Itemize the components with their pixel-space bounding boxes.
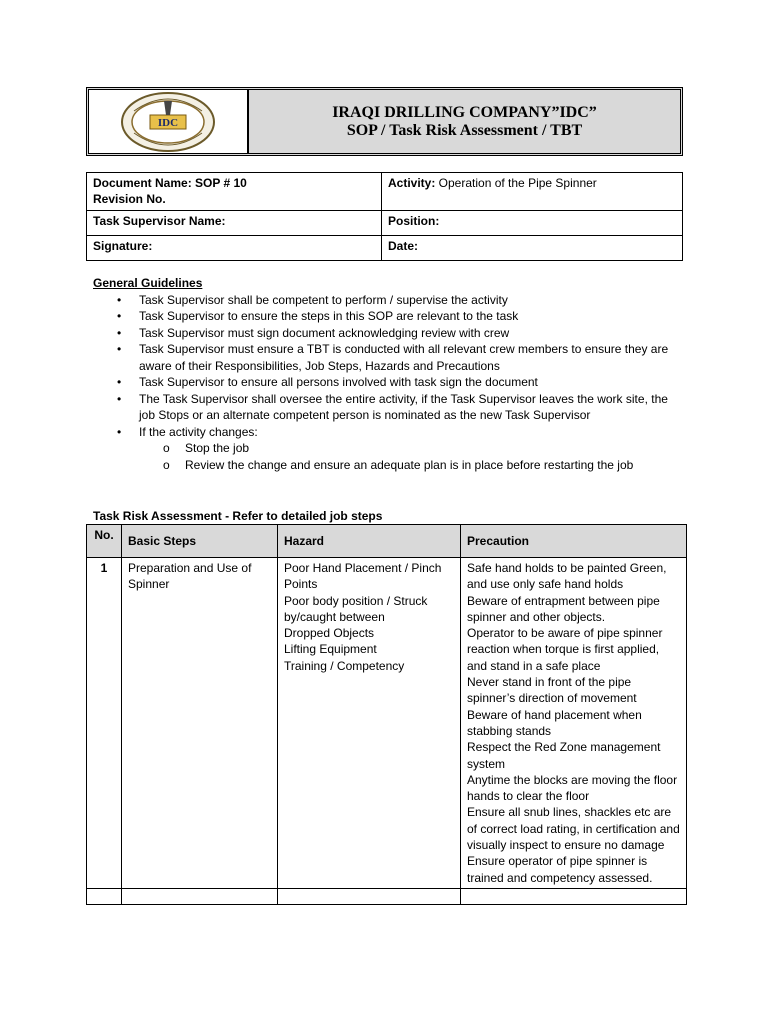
precaution-item: Beware of entrapment between pipe spinner and other objects.	[467, 593, 660, 624]
precaution-item: Never stand in front of the pipe spinner’s direction of movement	[467, 675, 637, 706]
guidelines-list	[93, 292, 683, 474]
table-row	[87, 558, 687, 889]
document-subtitle: SOP / Task Risk Assessment / TBT	[346, 121, 583, 139]
supervisor-name-cell	[87, 210, 382, 235]
header-precaution: Precaution	[461, 525, 687, 558]
hazard-item: Lifting Equipment	[284, 642, 377, 657]
guideline-item: • Task Supervisor must sign document acknowledging review with crew	[117, 325, 510, 340]
company-logo	[89, 90, 249, 153]
document-header	[86, 87, 683, 156]
empty-cell	[278, 888, 461, 904]
table-header-row	[87, 525, 687, 558]
precaution-item: Beware of hand placement when stabbing stands	[467, 707, 642, 738]
company-name: IRAQI DRILLING COMPANY”IDC”	[332, 103, 597, 121]
activity-cell	[382, 173, 683, 211]
row-no: 1	[87, 558, 122, 889]
title-block	[249, 90, 680, 153]
guidelines-heading: General Guidelines	[93, 276, 203, 290]
revision-label: Revision No.	[93, 192, 166, 207]
idc-logo-icon	[120, 91, 216, 153]
svg-text:IDC: IDC	[157, 116, 179, 129]
precaution-item: Safe hand holds to be painted Green, and use only safe hand holds	[467, 561, 667, 592]
guideline-item: • Task Supervisor must ensure a TBT is conducted with all relevant crew members to ensure they are aware of their Responsibilities, Job Steps, Hazards and Precautions	[117, 342, 669, 373]
risk-assessment-title: Task Risk Assessment - Refer to detailed job steps	[93, 509, 383, 523]
position-label: Position:	[388, 213, 440, 228]
guideline-item: • Task Supervisor to ensure all persons involved with task sign the document	[117, 375, 538, 389]
guideline-item: • Task Supervisor shall be competent to perform / supervise the activity	[117, 292, 508, 307]
risk-assessment-table	[86, 524, 687, 905]
row-precautions	[461, 558, 687, 889]
row-hazards	[278, 558, 461, 889]
precaution-item: Ensure operator of pipe spinner is trained and competency assessed.	[467, 854, 653, 885]
hazard-item: Poor Hand Placement / Pinch Points	[284, 561, 442, 592]
guidelines-sublist	[139, 440, 683, 473]
hazard-item: Dropped Objects	[284, 626, 375, 641]
activity-value: Operation of the Pipe Spinner	[435, 176, 597, 190]
header-basic-steps: Basic Steps	[122, 525, 278, 558]
guideline-subitem: o Stop the job	[163, 441, 250, 455]
header-no: No.	[87, 525, 122, 558]
guideline-subitem: o Review the change and ensure an adequate plan is in place before restarting the job	[163, 457, 634, 472]
header-hazard: Hazard	[278, 525, 461, 558]
hazard-item: Training / Competency	[284, 658, 405, 673]
document-info-table	[86, 172, 683, 261]
activity-label: Activity:	[388, 176, 436, 190]
table-row-empty	[87, 888, 687, 904]
signature-label: Signature:	[93, 238, 153, 253]
guideline-item: • Task Supervisor to ensure the steps in this SOP are relevant to the task	[117, 309, 519, 323]
date-cell	[382, 235, 683, 260]
signature-cell	[87, 235, 382, 260]
row-basic-step: Preparation and Use of Spinner	[122, 558, 278, 889]
precaution-item: Anytime the blocks are moving the floor hands to clear the floor	[467, 772, 678, 804]
precaution-item: Ensure all snub lines, shackles etc are of correct load rating, in certification and visually inspect to ensure no damage	[467, 805, 680, 853]
position-cell	[382, 210, 683, 235]
empty-cell	[122, 888, 278, 904]
precaution-item: Respect the Red Zone management system	[467, 740, 661, 771]
date-label: Date:	[388, 238, 419, 253]
empty-cell	[461, 888, 687, 904]
general-guidelines	[93, 275, 683, 473]
guideline-item: • If the activity changes: o Stop the job o Review the change and ensure an adequate plan is in place before restarting the job	[139, 424, 683, 474]
document-name-label: Document Name: SOP # 10	[93, 176, 247, 190]
guideline-item: • The Task Supervisor shall oversee the entire activity, if the Task Supervisor leaves the work site, the job Stops or an alternate competent person is nominated as the new Task Supervisor	[117, 391, 668, 422]
supervisor-name-label: Task Supervisor Name:	[93, 213, 226, 228]
precaution-item: Operator to be aware of pipe spinner reaction when torque is first applied, and stand in a safe place	[467, 626, 663, 673]
empty-cell	[87, 888, 122, 904]
document-name-cell	[87, 173, 382, 211]
hazard-item: Poor body position / Struck by/caught between	[284, 593, 428, 624]
